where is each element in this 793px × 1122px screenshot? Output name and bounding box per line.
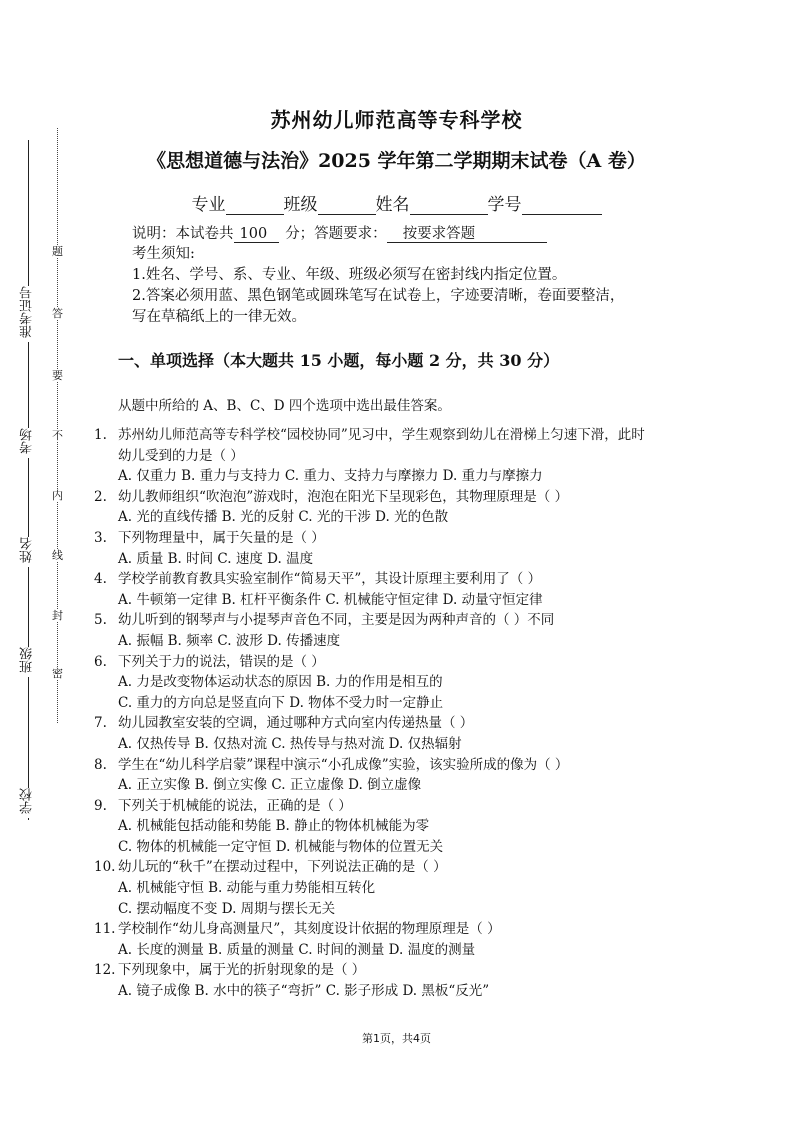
answer-options: A. 力是改变物体运动状态的原因 B. 力的作用是相互的 bbox=[118, 674, 443, 691]
major-blank[interactable] bbox=[226, 196, 284, 215]
question-number: 11. bbox=[94, 921, 116, 938]
question-text: 学校学前教育教具实验室制作“简易天平”，其设计原理主要利用了（ ） bbox=[118, 571, 542, 588]
question-number: 12. bbox=[94, 962, 116, 979]
question-item bbox=[94, 610, 694, 651]
question-stem bbox=[94, 487, 694, 508]
question-item bbox=[94, 796, 694, 858]
question-text: 学校制作“幼儿身高测量尺”，其刻度设计依据的物理原理是（ ） bbox=[118, 921, 501, 938]
student-info-row bbox=[0, 190, 793, 215]
school-name: 苏州幼儿师范高等专科学校 bbox=[270, 108, 523, 132]
question-stem bbox=[94, 796, 694, 817]
question-text: 幼儿受到的力是（ ） bbox=[118, 447, 244, 464]
section-intro: 从题中所给的 A、B、C、D 四个选项中选出最佳答案。 bbox=[118, 398, 451, 414]
seal-char: 封 bbox=[52, 609, 63, 622]
question-item bbox=[94, 919, 694, 960]
answer-options: C. 重力的方向总是竖直向下 D. 物体不受力时一定静止 bbox=[118, 694, 444, 711]
question-stem bbox=[94, 425, 694, 446]
info-label-student-id: 学号 bbox=[487, 195, 522, 215]
question-stem bbox=[94, 652, 694, 673]
exam-description: 说明：本试卷共 100 分；答题要求： 按要求答题 bbox=[132, 222, 547, 243]
question-stem bbox=[94, 610, 694, 631]
question-number bbox=[94, 446, 118, 467]
question-item bbox=[94, 713, 694, 754]
question-item bbox=[94, 652, 694, 714]
question-stem bbox=[94, 569, 694, 590]
question-text: 幼儿教师组织“吹泡泡”游戏时，泡泡在阳光下呈现彩色，其物理原理是（ ） bbox=[118, 488, 569, 505]
answer-requirement: 按要求答题 bbox=[387, 226, 548, 243]
question-text: 幼儿园教室安装的空调，通过哪种方式向室内传递热量（ ） bbox=[118, 715, 474, 732]
binding-line bbox=[28, 140, 29, 820]
seal-char: 题 bbox=[52, 245, 63, 258]
question-text: 学生在“幼儿科学启蒙”课程中演示“小孔成像”实验，该实验所成的像为（ ） bbox=[118, 756, 569, 773]
field-label-school: 学校 bbox=[18, 788, 38, 818]
field-label-exam-room: 考场 bbox=[18, 428, 38, 458]
question-number: 1. bbox=[94, 427, 107, 443]
seal-dotted-line bbox=[57, 128, 58, 723]
total-score: 100 bbox=[234, 226, 280, 243]
question-text: 下列物理量中，属于矢量的是（ ） bbox=[118, 529, 325, 546]
notice-item: 写在草稿纸上的一律无效。 bbox=[132, 309, 306, 325]
question-text: 幼儿玩的“秋千”在摆动过程中，下列说法正确的是（ ） bbox=[118, 859, 447, 876]
notice-title: 考生须知: bbox=[132, 246, 195, 262]
seal-char: 不 bbox=[52, 429, 63, 442]
answer-options: A. 机械能守恒 B. 动能与重力势能相互转化 bbox=[118, 880, 376, 897]
question-stem bbox=[94, 857, 694, 878]
info-label-name: 姓名 bbox=[375, 195, 410, 215]
name-blank[interactable] bbox=[410, 196, 488, 215]
answer-options: A. 仅重力 B. 重力与支持力 C. 重力、支持力与摩擦力 D. 重力与摩擦力 bbox=[118, 468, 543, 485]
answer-options: A. 长度的测量 B. 质量的测量 C. 时间的测量 D. 温度的测量 bbox=[118, 941, 476, 958]
class-blank[interactable] bbox=[318, 196, 376, 215]
question-number: 5. bbox=[94, 612, 107, 629]
question-item bbox=[94, 528, 694, 569]
page-number: 第1页，共4页 bbox=[362, 1032, 431, 1045]
answer-options: A. 仅热传导 B. 仅热对流 C. 热传导与热对流 D. 仅热辐射 bbox=[118, 735, 462, 752]
field-label-exam-number: 准考证号 bbox=[18, 286, 38, 342]
answer-options: A. 镜子成像 B. 水中的筷子“弯折” C. 影子形成 D. 黑板“反光” bbox=[118, 983, 490, 1000]
question-number: 3. bbox=[94, 529, 107, 546]
answer-options: A. 正立实像 B. 倒立实像 C. 正立虚像 D. 倒立虚像 bbox=[118, 777, 422, 794]
answer-options: A. 质量 B. 时间 C. 速度 D. 温度 bbox=[118, 550, 314, 567]
question-number: 4. bbox=[94, 571, 107, 588]
question-list bbox=[94, 425, 694, 1002]
question-item bbox=[94, 755, 694, 796]
answer-options: A. 光的直线传播 B. 光的反射 C. 光的干涉 D. 光的色散 bbox=[118, 509, 449, 526]
question-number: 6. bbox=[94, 653, 107, 670]
question-item bbox=[94, 960, 694, 1001]
field-label-class: 班级 bbox=[18, 647, 38, 677]
answer-options: C. 物体的机械能一定守恒 D. 机械能与物体的位置无关 bbox=[118, 838, 444, 855]
seal-char: 线 bbox=[52, 549, 63, 562]
seal-char: 答 bbox=[52, 307, 63, 320]
section-title: 一、单项选择（本大题共 15 小题，每小题 2 分，共 30 分） bbox=[118, 351, 560, 370]
question-number: 2. bbox=[94, 488, 107, 505]
seal-char: 密 bbox=[52, 667, 63, 680]
question-stem bbox=[94, 528, 694, 549]
student-id-blank[interactable] bbox=[522, 196, 602, 215]
question-stem bbox=[94, 755, 694, 776]
answer-options: A. 牛顿第一定律 B. 杠杆平衡条件 C. 机械能守恒定律 D. 动量守恒定律 bbox=[118, 591, 543, 608]
question-text: 下列现象中，属于光的折射现象的是（ ） bbox=[118, 962, 366, 979]
question-item bbox=[94, 425, 694, 487]
question-stem bbox=[94, 960, 694, 981]
seal-char: 内 bbox=[52, 489, 63, 502]
question-item bbox=[94, 487, 694, 528]
question-text: 下列关于力的说法，错误的是（ ） bbox=[118, 653, 325, 670]
notice-item: 2.答案必须用蓝、黑色钢笔或圆珠笔写在试卷上，字迹要清晰，卷面要整洁， bbox=[132, 288, 625, 304]
examinee-notice bbox=[132, 244, 692, 328]
question-item bbox=[94, 569, 694, 610]
question-number: 10. bbox=[94, 859, 116, 876]
seal-char: 要 bbox=[52, 369, 63, 382]
question-number: 7. bbox=[94, 715, 107, 732]
info-label-major: 专业 bbox=[191, 195, 226, 215]
question-text: 苏州幼儿师范高等专科学校“园校协同”见习中，学生观察到幼儿在滑梯上匀速下滑，此时 bbox=[118, 427, 645, 443]
question-number: 8. bbox=[94, 756, 107, 773]
question-item bbox=[94, 857, 694, 919]
field-label-name: 姓名 bbox=[18, 537, 38, 567]
exam-title: 《思想道德与法治》2025 学年第二学期期末试卷（A 卷） bbox=[147, 150, 646, 172]
question-stem bbox=[94, 713, 694, 734]
info-label-class: 班级 bbox=[283, 195, 318, 215]
question-number: 9. bbox=[94, 797, 107, 814]
answer-options: A. 振幅 B. 频率 C. 波形 D. 传播速度 bbox=[118, 632, 341, 649]
answer-options: C. 摆动幅度不变 D. 周期与摆长无关 bbox=[118, 900, 336, 917]
notice-item: 1.姓名、学号、系、专业、年级、班级必须写在密封线内指定位置。 bbox=[132, 267, 567, 283]
question-stem bbox=[94, 446, 694, 467]
question-text: 幼儿听到的钢琴声与小提琴声音色不同，主要是因为两种声音的（ ）不同 bbox=[118, 612, 555, 629]
question-text: 下列关于机械能的说法，正确的是（ ） bbox=[118, 797, 352, 814]
question-stem bbox=[94, 919, 694, 940]
answer-options: A. 机械能包括动能和势能 B. 静止的物体机械能为零 bbox=[118, 818, 430, 835]
